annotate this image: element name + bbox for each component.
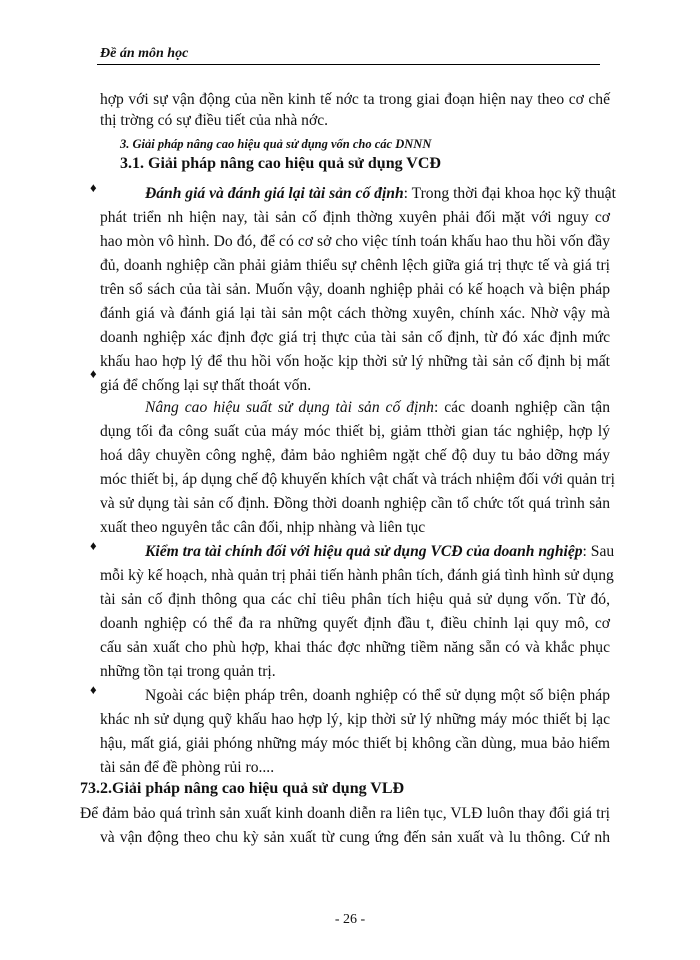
section-1-first-rest: : Trong thời đại khoa học kỹ thuật [403, 185, 616, 202]
section-1-line: doanh nghiệp xác định đợc giá trị thực của tài sản cố định, từ đó xác định mức [100, 329, 610, 346]
section-1-first-line [145, 184, 616, 204]
bullet-icon: ♦ [90, 682, 97, 697]
section-1-line: phát triển nh hiện nay, tài sản cố định thờng xuyên phải đối mặt với nguy cơ [100, 209, 610, 226]
header-rule [97, 64, 600, 65]
section-3-line: doanh nghiệp có thể đa ra những quyết định đầu t, điều chỉnh lại quy mô, cơ [100, 615, 610, 632]
heading-3-1: 3.1. Giải pháp nâng cao hiệu quả sử dụng VCĐ [120, 155, 441, 172]
heading-3: 3. Giải pháp nâng cao hiệu quả sử dụng vốn cho các DNNN [120, 137, 432, 151]
section-4-first-line: Ngoài các biện pháp trên, doanh nghiệp có thể sử dụng một số biện pháp [145, 687, 610, 704]
section-1-line: giá để chống lại sự thất thoát vốn. [100, 377, 312, 394]
bullet-icon: ♦ [90, 180, 97, 195]
section-5-line: và vận động theo chu kỳ sản xuất từ cung ứng đến sản xuất và lu thông. Cứ nh [100, 829, 610, 846]
section-4-line: khác nh sử dụng quỹ khấu hao hợp lý, kịp thời sử lý những máy móc thiết bị lạc [100, 711, 610, 728]
heading-3-2: 73.2.Giải pháp nâng cao hiệu quả sử dụng VLĐ [80, 780, 405, 797]
section-2-line: móc thiết bị, áp dụng chế độ khuyến khích vật chất và trách nhiệm đối với quản trị [100, 471, 615, 488]
intro-line-2: thị trờng có sự điều tiết của nhà nớc. [100, 112, 329, 129]
section-3-line: những tồn tại trong quản trị. [100, 663, 276, 680]
bullet-icon: ♦ [90, 366, 97, 381]
section-1-lead: Đánh giá và đánh giá lại tài sản cố định [145, 185, 404, 202]
section-1-line: đánh giá và đánh giá lại tài sản một cách thờng xuyên, chính xác. Nhờ vậy mà [100, 305, 610, 322]
section-4-line: hậu, mất giá, giải phóng những máy móc thiết bị không cần dùng, mua bảo hiểm [100, 735, 610, 752]
section-2-line: và sử dụng tài sản cố định. Đồng thời doanh nghiệp cần tổ chức tốt quá trình sản [100, 495, 610, 512]
section-3-line: cấu sản xuất cho phù hợp, khai thác đợc những tiềm năng sẵn có và khắc phục [100, 639, 610, 656]
section-5-first-line: Để đảm bảo quá trình sản xuất kinh doanh diễn ra liên tục, VLĐ luôn thay đổi giá trị [80, 805, 610, 822]
section-2-line: hoá dây chuyền công nghệ, đảm bảo nghiêm ngặt chế độ duy tu bảo dỡng máy [100, 447, 610, 464]
section-1-line: hao mòn vô hình. Do đó, để có cơ sở cho việc tính toán khấu hao thu hồi vốn đầy [100, 233, 610, 250]
section-1-line: trên sổ sách của tài sản. Muốn vậy, doanh nghiệp phải có kế hoạch và biện pháp [100, 281, 610, 298]
section-3-line: mỗi kỳ kế hoạch, nhà quản trị phải tiến hành phân tích, đánh giá tình hình sử dụng [100, 567, 614, 584]
section-2-first-line [145, 398, 610, 418]
header-title: Đề án môn học [100, 46, 189, 61]
section-2-lead: Nâng cao hiệu suất sử dụng tài sản cố định [145, 399, 434, 416]
section-1-line: khấu hao hợp lý để thu hồi vốn hoặc kịp thời sử lý những tài sản cố định bị mất [100, 353, 610, 370]
bullet-icon: ♦ [90, 538, 97, 553]
section-4-line: tài sản để đề phòng rủi ro.... [100, 759, 275, 776]
section-3-first-line [145, 542, 615, 562]
section-2-line: xuất theo nguyên tắc cân đối, nhịp nhàng và liên tục [100, 519, 426, 536]
section-3-lead: Kiểm tra tài chính đối với hiệu quả sử dụng VCĐ của doanh nghiệp [145, 543, 583, 560]
section-2-first-rest: : các doanh nghiệp cần tận [433, 399, 610, 416]
page-number: - 26 - [334, 912, 366, 927]
section-3-first-rest: : Sau [582, 543, 615, 560]
section-1-line: đủ, doanh nghiệp cần phải giảm thiểu sự chênh lệch giữa giá trị thực tế và giá trị [100, 257, 610, 274]
section-2-line: dụng tối đa công suất của máy móc thiết bị, giảm tthời gian tác nghiệp, hợp lý [100, 423, 610, 440]
section-3-line: tài sản cố định thông qua các chỉ tiêu phân tích hiệu quả sử dụng vốn. Từ đó, [100, 591, 610, 608]
intro-line-1: hợp với sự vận động của nền kinh tế nớc ta trong giai đoạn hiện nay theo cơ chế [100, 91, 610, 108]
